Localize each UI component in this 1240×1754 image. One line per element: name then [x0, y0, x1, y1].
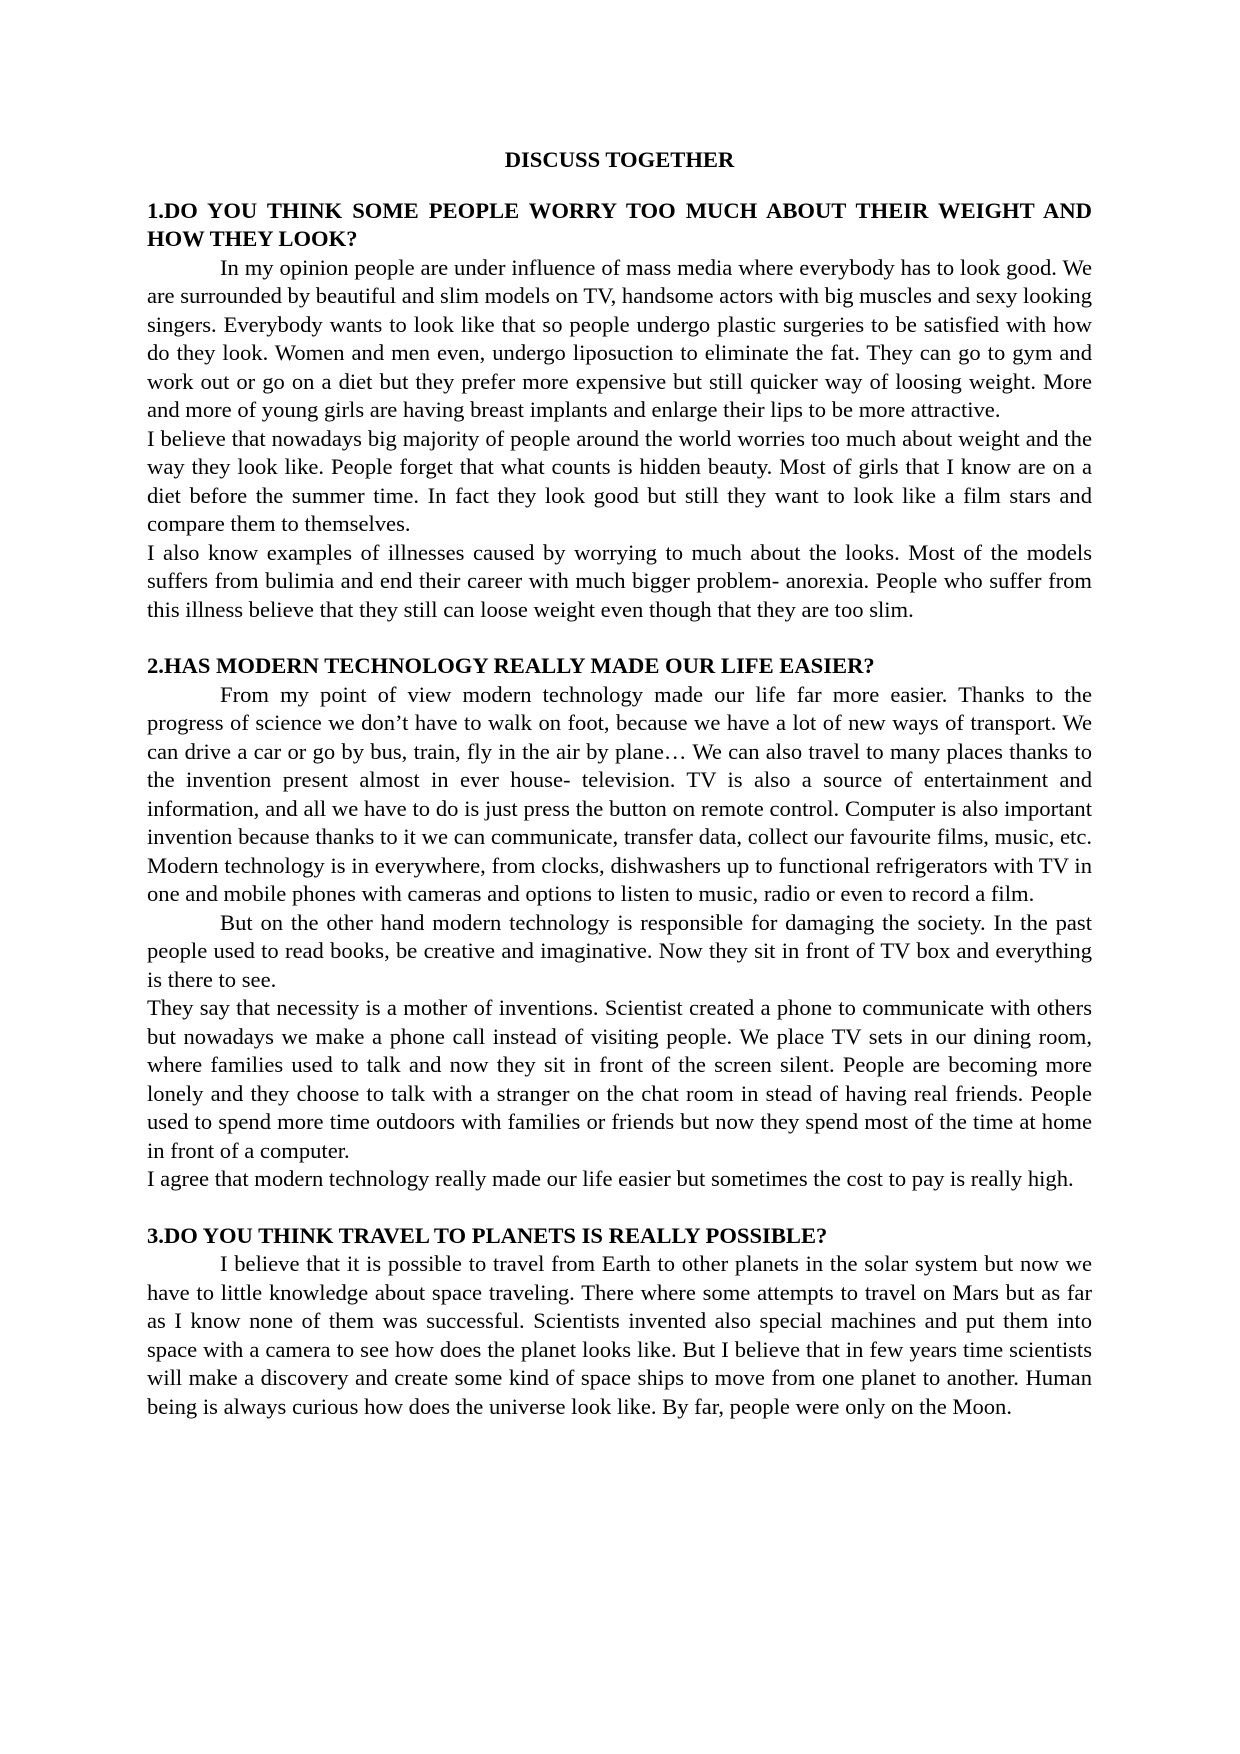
section-2-heading: 2.HAS MODERN TECHNOLOGY REALLY MADE OUR LIFE EASIER?: [147, 653, 875, 678]
section-3-heading: 3.DO YOU THINK TRAVEL TO PLANETS IS REALLY POSSIBLE?: [147, 1222, 828, 1248]
section-1: [147, 197, 1092, 625]
section-spacer: [147, 1194, 1092, 1222]
section-2-paragraph-4: I agree that modern technology really made our life easier but sometimes the cost to pay is really high.: [147, 1166, 1074, 1191]
section-1-paragraph-1: In my opinion people are under influence of mass media where everybody has to look good. We are surrounded by beautiful and slim models on TV, handsome actors with big muscles and sexy looking singers. Everybody wants to look like that so people undergo plastic surgeries to be satisfied with how do they look. Women and men even, undergo liposuction to eliminate the fat. They can go to gym and work out or go on a diet but they prefer more expensive but still quicker way of loosing weight. More and more of young girls are having breast implants and enlarge their lips to be more attractive.: [147, 254, 1092, 422]
section-1-paragraph-3: I also know examples of illnesses caused by worrying to much about the looks. Most of the models suffers from bulimia and end their career with much bigger problem- anorexia. People who suffer from this illness believe that they still can loose weight even though that they are too slim.: [147, 539, 1092, 622]
section-spacer: [147, 624, 1092, 652]
section-2-paragraph-3: They say that necessity is a mother of inventions. Scientist created a phone to communicate with others but nowadays we make a phone call instead of visiting people. We place TV sets in our dining room, where families used to talk and now they sit in front of the screen silent. People are becoming more lonely and they choose to talk with a stranger on the chat room in stead of having real friends. People used to spend more time outdoors with families or friends but now they spend most of the time at home in front of a computer.: [147, 995, 1092, 1163]
section-1-paragraph-2: I believe that nowadays big majority of people around the world worries too much about weight and the way they look like. People forget that what counts is hidden beauty. Most of girls that I know are on a diet before the summer time. In fact they look good but still they want to look like a film stars and compare them to themselves.: [147, 425, 1092, 536]
section-2-paragraph-1: From my point of view modern technology made our life far more easier. Thanks to the progress of science we don’t have to walk on foot, because we have a lot of new ways of transport. We can drive a car or go by bus, train, fly in the air by plane… We can also travel to many places thanks to the invention present almost in ever house- television. TV is also a source of entertainment and information, and all we have to do is just press the button on remote control. Computer is also important invention because thanks to it we can communicate, transfer data, collect our favourite films, music, etc. Modern technology is in everywhere, from clocks, dishwashers up to functional refrigerators with TV in one and mobile phones with cameras and options to listen to music, radio or even to record a film.: [147, 681, 1092, 906]
section-2: [147, 652, 1092, 1194]
section-3: [147, 1222, 1092, 1422]
section-3-paragraph-1: I believe that it is possible to travel from Earth to other planets in the solar system but now we have to little knowledge about space traveling. There where some attempts to travel on Mars but as far as I know none of them was successful. Scientists invented also special machines and put them into space with a camera to see how does the planet looks like. But I believe that in few years time scientists will make a discovery and create some kind of space ships to move from one planet to another. Human being is always curious how does the universe look like. By far, people were only on the Moon.: [147, 1251, 1092, 1419]
document-title: DISCUSS TOGETHER: [504, 147, 735, 172]
document-page: [147, 146, 1092, 1421]
section-2-paragraph-2: But on the other hand modern technology is responsible for damaging the society. In the past people used to read books, be creative and imaginative. Now they sit in front of TV box and everything is there to see.: [147, 909, 1092, 992]
section-1-heading: 1.DO YOU THINK SOME PEOPLE WORRY TOO MUCH ABOUT THEIR WEIGHT AND HOW THEY LOOK?: [147, 197, 1092, 251]
